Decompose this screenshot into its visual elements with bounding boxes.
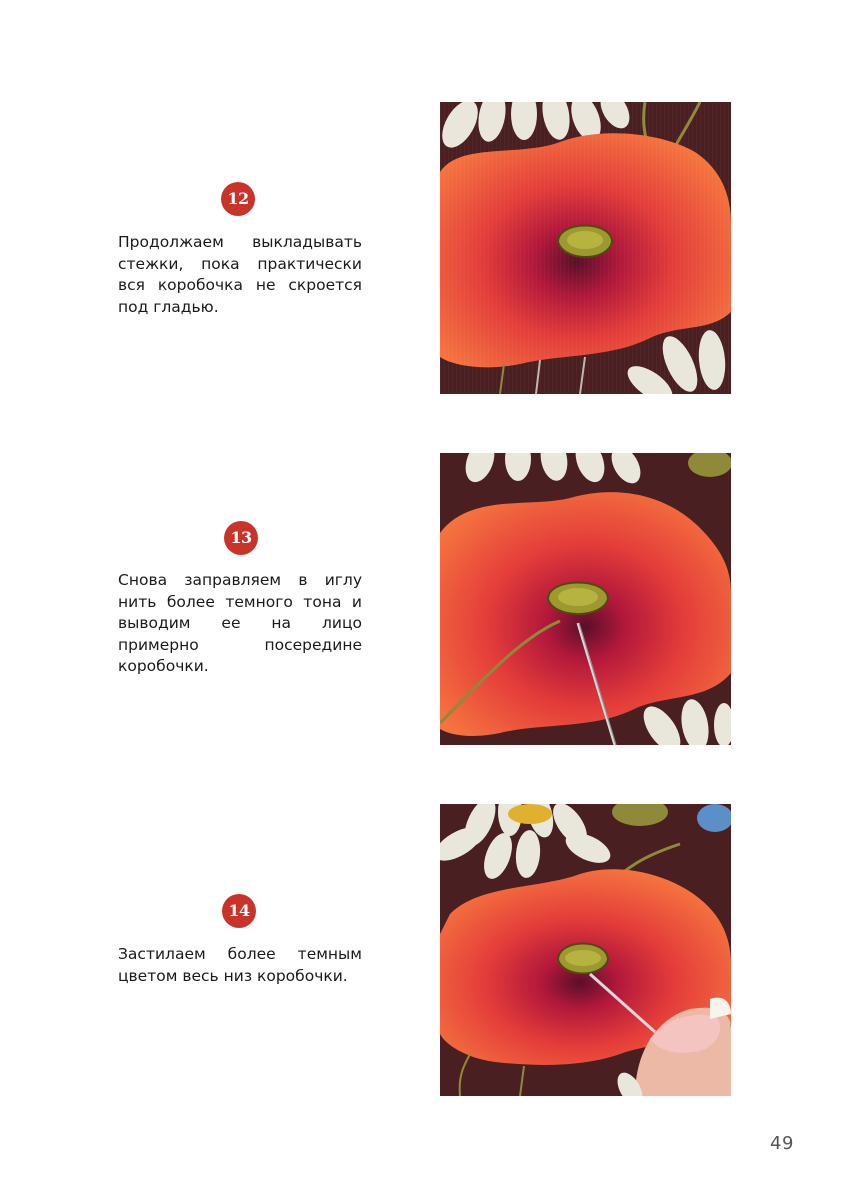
embroidered-poppy-with-finger-image — [440, 804, 731, 1096]
step-instruction-text: Застилаем более темным цветом весь низ коробочки. — [118, 945, 362, 985]
step-number-badge: 14 — [222, 894, 256, 928]
page-number: 49 — [770, 1133, 794, 1154]
embroidered-poppy-image — [440, 102, 731, 394]
step-photo — [440, 804, 731, 1096]
step-instruction-text: Снова заправляем в иглу нить более темного тона и выводим ее на лицо примерно посередине коробочки. — [118, 571, 362, 675]
embroidered-poppy-with-needle-image — [440, 453, 731, 745]
step-instruction-text: Продолжаем выкладывать стежки, пока практически вся коробочка не скроется под гладью. — [118, 233, 362, 316]
step-number-badge: 13 — [224, 521, 258, 555]
step-photo — [440, 102, 731, 394]
step-number-badge: 12 — [221, 182, 255, 216]
step-photo — [440, 453, 731, 745]
